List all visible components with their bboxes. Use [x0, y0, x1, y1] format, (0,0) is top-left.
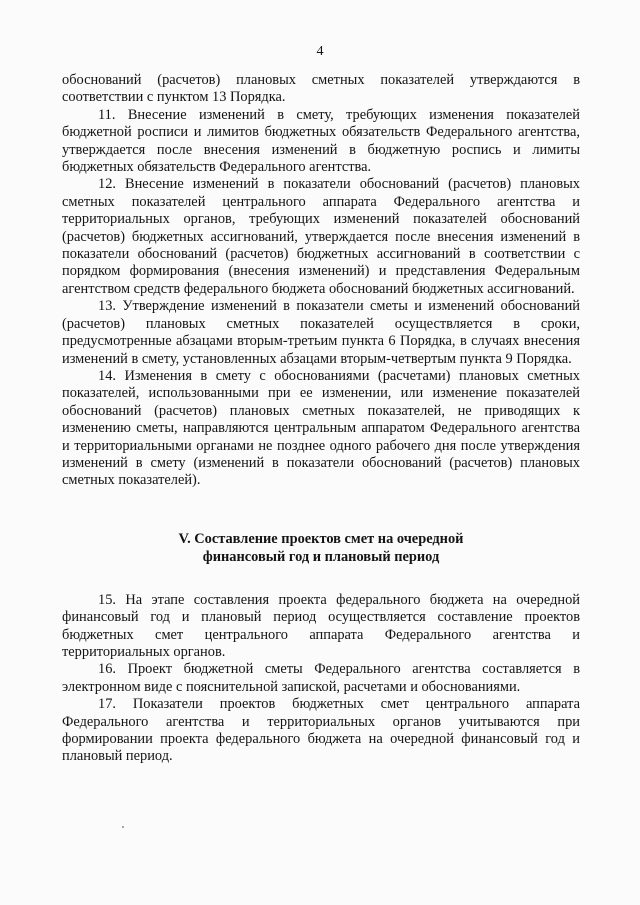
paragraph-14: 14. Изменения в смету с обоснованиями (расчетами) плановых сметных показателей, использованными при ее изменении, или изменение показателей обоснований (расчетов) плановых сметных показателей, не приводящих к изменению сметы, направляются центральным аппаратом Федерального агентства и территориальными органами не позднее одного рабочего дня после утверждения изменений в смету (изменений в показатели обоснований (расчетов) плановых сметных показателей). — [62, 367, 580, 489]
section-heading-line-1: V. Составление проектов смет на очередной — [178, 530, 464, 547]
paragraph-15: 15. На этапе составления проекта федерального бюджета на очередной финансовый год и плановый период осуществляется составление проектов бюджетных смет центрального аппарата Федерального агентства и территориальных органов. — [62, 591, 580, 660]
paragraph-17: 17. Показатели проектов бюджетных смет центрального аппарата Федерального агентства и территориальных органов учитываются при формировании проекта федерального бюджета на очередной финансовый год и плановый период. — [62, 696, 580, 765]
section-v-heading — [62, 530, 580, 566]
paragraph-16: 16. Проект бюджетной сметы Федерального агентства составляется в электронном виде с пояснительной запиской, расчетами и обоснованиями. — [62, 661, 580, 695]
paragraph-12: 12. Внесение изменений в показатели обоснований (расчетов) плановых сметных показателей центрального аппарата Федерального агентства и территориальных органов, требующих изменений показателей обоснований (расчетов) бюджетных ассигнований, утверждается после внесения изменений в показатели обоснований (расчетов) бюджетных ассигнований в соответствии с порядком формирования (внесения изменений) и представления Федеральным агентством средств федерального бюджета обоснований бюджетных ассигнований. — [62, 176, 580, 297]
paragraph-13: 13. Утверждение изменений в показатели сметы и изменений обоснований (расчетов) плановых сметных показателей осуществляется в сроки, предусмотренные абзацами вторым-третьим пункта 6 Порядка, в случаях внесения изменений в смету, установленных абзацами вторым-четвертым пункта 9 Порядка. — [62, 298, 580, 367]
paragraph-11: 11. Внесение изменений в смету, требующих изменения показателей бюджетной росписи и лимитов бюджетных обязательств Федерального агентства, утверждается после внесения изменений в бюджетную роспись и лимиты бюджетных обязательств Федерального агентства. — [62, 106, 580, 176]
scan-artifact — [122, 826, 124, 828]
section-heading-line-2: финансовый год и плановый период — [202, 548, 440, 565]
page-number: 4 — [316, 44, 324, 59]
paragraph-continuation: обоснований (расчетов) плановых сметных показателей утверждаются в соответствии с пунктом 13 Порядка. — [62, 72, 580, 106]
page-content — [62, 72, 580, 766]
